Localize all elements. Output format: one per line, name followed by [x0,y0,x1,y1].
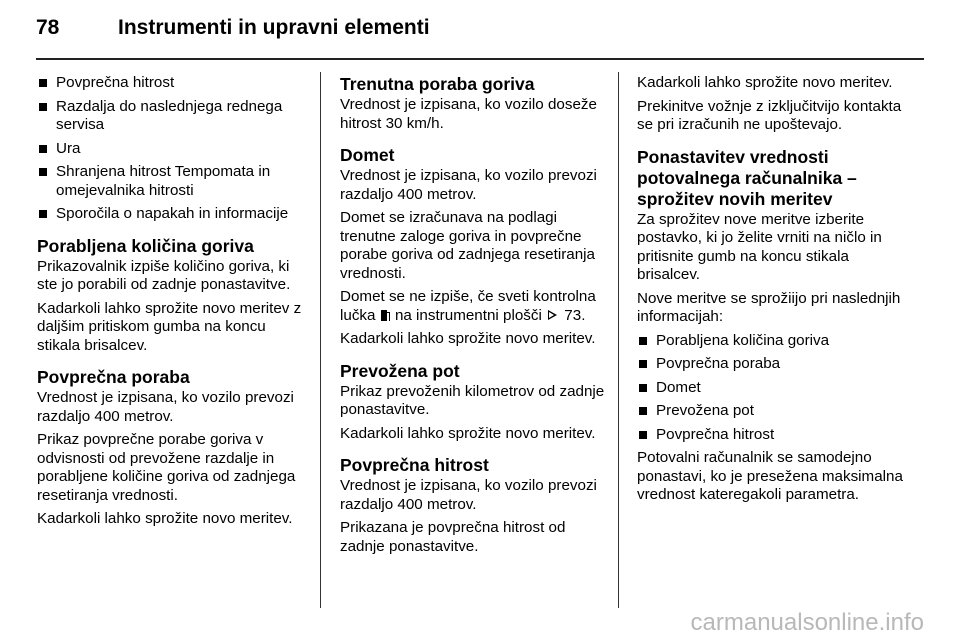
section-heading: Trenutna poraba goriva [340,74,535,94]
list-item: Povprečna poraba [637,355,907,374]
list-item: Prevožena pot [637,402,907,421]
paragraph: Prekinitve vožnje z izključitvijo kontakta se pri izračunih ne upoštevajo. [637,97,902,133]
paragraph: Prikazana je povprečna hitrost od zadnje ponastavitve. [340,519,566,555]
column-divider [618,72,619,608]
section-heading: Povprečna hitrost [340,455,489,475]
column-right [637,74,907,510]
paragraph: Nove meritve se sprožiijo pri naslednjih informacijah: [637,289,901,325]
paragraph: Kadarkoli lahko sprožite novo meritev. [340,424,596,442]
list-item: Porabljena količina goriva [637,332,907,351]
list-item: Povprečna hitrost [637,426,907,445]
paragraph: Prikazovalnik izpiše količino goriva, ki ste jo porabili od zadnje ponastavitve. [37,257,291,293]
list-item: Razdalja do naslednjega rednega servisa [37,98,307,135]
watermark: carmanualsonline.info [690,609,924,636]
section-heading: Povprečna poraba [37,367,190,387]
chapter-title: Instrumenti in upravni elementi [118,16,430,39]
section-heading: Prevožena pot [340,360,460,381]
column-left [37,74,307,534]
paragraph: Vrednost je izpisana, ko vozilo doseže hitrost 30 km/h. [340,96,597,132]
page-number: 78 [36,16,60,39]
fuel-pump-icon [381,309,390,321]
list-item: Domet [637,379,907,398]
paragraph: Kadarkoli lahko sprožite novo meritev. [637,74,893,91]
column-middle [340,74,610,561]
paragraph: Za sprožitev nove meritve izberite postavko, ki jo želite vrniti na ničlo in pritisnite gumb na koncu stikala brisalcev. [637,210,882,283]
section-heading: Porabljena količina goriva [37,235,254,256]
column-divider [320,72,321,608]
paragraph: Kadarkoli lahko sprožite novo meritev. [340,330,596,347]
list-item: Povprečna hitrost [37,74,307,93]
text-span: na instrumentni plošči [394,306,542,324]
text-span: Domet se ne izpiše, če sveti kontrolna lučka [340,288,596,324]
paragraph: Domet se izračunava na podlagi trenutne zaloge goriva in povprečne porabe goriva od zadnjega resetiranja vrednosti. [340,209,595,282]
paragraph: Vrednost je izpisana, ko vozilo prevozi razdaljo 400 metrov. [340,167,597,203]
paragraph: Prikaz povprečne porabe goriva v odvisnosti od prevožene razdalje in porabljene količine goriva od zadnjega resetiranja vrednosti. [37,431,296,504]
section-heading: Ponastavitev vrednosti potovalnega računalnika – sprožitev novih meritev [637,146,857,209]
paragraph: Prikaz prevoženih kilometrov od zadnje ponastavitve. [340,382,605,418]
list-item: Ura [37,140,307,159]
list-item: Sporočila o napakah in informacije [37,205,307,224]
page-reference-icon [548,310,558,320]
list-item: Shranjena hitrost Tempomata in omejevalnika hitrosti [37,163,307,200]
page-reference: 73. [564,306,586,324]
section-heading: Domet [340,145,395,165]
paragraph: Potovalni računalnik se samodejno ponastavi, ko je presežena maksimalna vrednost kateregakoli parametra. [637,449,903,503]
paragraph-with-icons [340,288,610,325]
paragraph: Vrednost je izpisana, ko vozilo prevozi razdaljo 400 metrov. [340,477,597,513]
page-header [36,16,924,56]
paragraph: Vrednost je izpisana, ko vozilo prevozi razdaljo 400 metrov. [37,389,294,425]
paragraph: Kadarkoli lahko sprožite novo meritev. [37,510,293,527]
paragraph: Kadarkoli lahko sprožite novo meritev z daljšim pritiskom gumba na koncu stikala brisalcev. [37,299,302,354]
header-rule [36,58,924,60]
